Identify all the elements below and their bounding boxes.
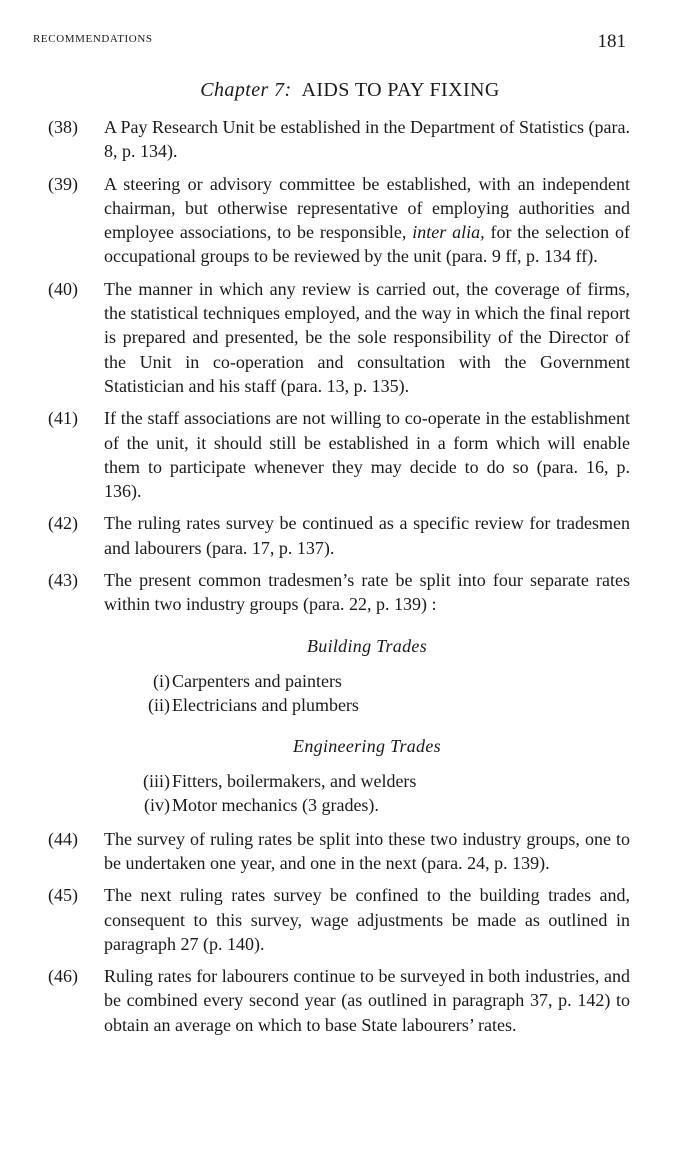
recommendation-list — [48, 115, 630, 1045]
item-number: (45) — [48, 885, 78, 906]
list-item-number: (iv) — [144, 794, 170, 815]
trade-group-building — [104, 634, 630, 717]
list-item-number: (i) — [153, 670, 170, 691]
trade-group-engineering — [104, 734, 630, 817]
list-item-text: Motor mechanics (3 grades). — [172, 794, 379, 815]
recommendation-39 — [48, 172, 630, 269]
recommendation-41 — [48, 406, 630, 503]
item-text: The next ruling rates survey be confined to the building trades and, consequent to this survey, wage adjustments be made as outlined in paragraph 27 (p. 140). — [104, 885, 630, 954]
item-text: Ruling rates for labourers continue to be surveyed in both industries, and be combined every second year (as outlined in paragraph 37, p. 142) to obtain an average on which to base State labourers’ rates. — [104, 966, 630, 1035]
list-item-number: (iii) — [143, 770, 170, 791]
chapter-label: Chapter 7: — [200, 79, 292, 101]
list-item-number: (ii) — [148, 694, 170, 715]
item-number: (41) — [48, 408, 78, 429]
item-text: If the staff associations are not willing to co-operate in the establishment of the unit, it should still be established in a form which will enable them to participate whenever they may decide to do so (para. 16, p. 136). — [104, 408, 630, 502]
list-item — [134, 793, 630, 817]
item-text: A Pay Research Unit be established in the Department of Statistics (para. 8, p. 134). — [104, 117, 630, 162]
recommendation-38 — [48, 115, 630, 164]
item-text: The survey of ruling rates be split into these two industry groups, one to be undertaken one year, and one in the next (para. 24, p. 139). — [104, 828, 630, 873]
trade-group-heading: Building Trades — [306, 635, 427, 656]
item-text: The present common tradesmen’s rate be split into four separate rates within two industry groups (para. 22, p. 139) : — [104, 570, 630, 615]
chapter-title: AIDS TO PAY FIXING — [301, 79, 500, 101]
item-number: (43) — [48, 570, 78, 591]
list-item-text: Electricians and plumbers — [172, 694, 359, 715]
item-number: (46) — [48, 966, 78, 987]
item-number: (39) — [48, 173, 78, 194]
item-text — [104, 172, 630, 269]
recommendation-43 — [48, 568, 630, 617]
trade-group-list — [104, 669, 630, 717]
list-item-text: Carpenters and painters — [172, 670, 342, 691]
item-text-part: for the selection of occupational groups to be reviewed by the unit (para. 9 ff, p. 134 ff). — [104, 222, 630, 267]
item-number: (42) — [48, 513, 78, 534]
list-item-text: Fitters, boilermakers, and welders — [172, 770, 417, 791]
recommendation-44 — [48, 827, 630, 876]
item-text-italic: inter alia, — [412, 222, 485, 243]
item-text: The ruling rates survey be continued as a specific review for tradesmen and labourers (para. 17, p. 137). — [104, 513, 630, 558]
item-text-part: A steering or advisory committee be established, with an independent chairman, but otherwise representative of employing authorities and employee associations, to be responsible, — [104, 173, 630, 243]
chapter-heading — [0, 79, 700, 102]
item-text: The manner in which any review is carried out, the coverage of firms, the statistical techniques employed, and the way in which the final report is prepared and presented, be the sole responsibility of the Director of the Unit in co-operation and consultation with the Government Statistician and his staff (para. 13, p. 135). — [104, 278, 630, 396]
running-head: RECOMMENDATIONS — [33, 33, 153, 45]
page-number: 181 — [597, 31, 626, 52]
list-item — [134, 669, 630, 693]
list-item — [134, 693, 630, 717]
item-number: (44) — [48, 828, 78, 849]
recommendation-40 — [48, 277, 630, 398]
recommendation-46 — [48, 964, 630, 1037]
item-number: (40) — [48, 278, 78, 299]
item-number: (38) — [48, 117, 78, 137]
list-item — [134, 769, 630, 793]
recommendation-42 — [48, 511, 630, 560]
trade-group-heading: Engineering Trades — [293, 735, 441, 756]
recommendation-45 — [48, 883, 630, 956]
trade-group-list — [104, 769, 630, 817]
